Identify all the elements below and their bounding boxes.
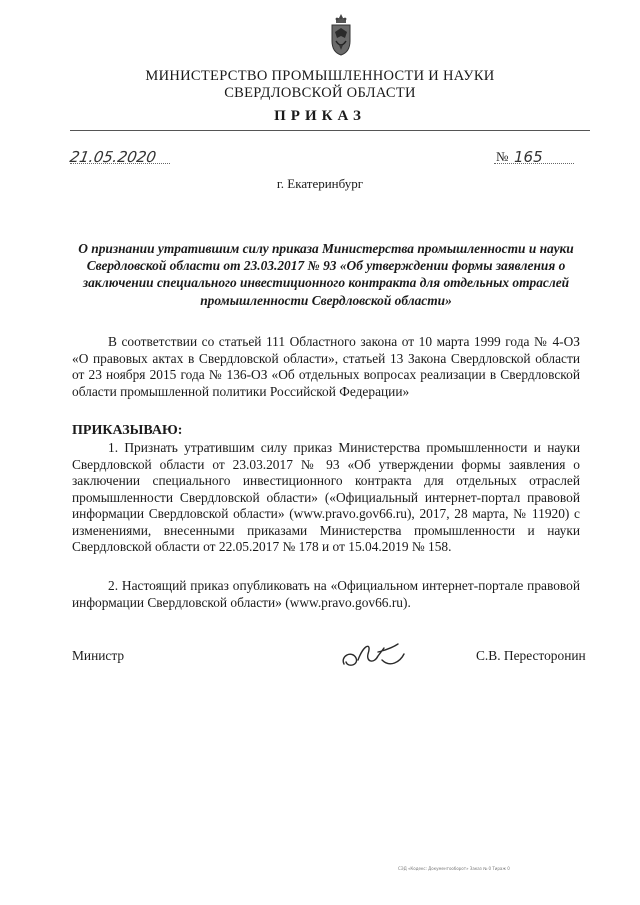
order-item-1: 1. Признать утратившим силу приказ Министерства промышленности и науки Свердловской области от 23.03.2017 № 93 «Об утверждении формы заявления о заключении специального инвестиционного контракта для отдельных отраслей промышленности Свердловской области» («Официальный интернет-портал правовой информации Свердловской области» (www.pravo.gov66.ru), 2017, 28 марта, № 11920) с изменениями, внесенными приказами Министерства промышленности и науки Свердловской области от 22.05.2017 № 178 и от 15.04.2019 № 158. [72,440,580,554]
document-date: 21.05.2020 [68,148,158,166]
ministry-name-line2: СВЕРДЛОВСКОЙ ОБЛАСТИ [224,85,416,101]
order-verb: ПРИКАЗЫВАЮ: [72,423,183,438]
order-item-2: 2. Настоящий приказ опубликовать на «Официальном интернет-портале правовой информации Свердловской области» (www.pravo.gov66.ru). [72,578,580,610]
city: г. Екатеринбург [276,176,364,191]
coat-of-arms-icon [330,14,352,56]
document-number: 165 [514,148,543,166]
preamble-paragraph: В соответствии со статьей 111 Областного закона от 10 марта 1999 года № 4-ОЗ «О правовых актах в Свердловской области», статьей 13 Закона Свердловской области от 23 ноября 2015 года № 136-ОЗ «Об отдельных вопросах реализации в Свердловской области промышленной политики Российской Федерации» [72,334,580,399]
signatory-title: Министр [72,648,125,663]
date-underline [70,163,170,164]
signatory-name: С.В. Пересторонин [476,648,586,663]
number-underline [494,163,574,164]
footer-stamp: СЭД «Кодекс: Документооборот» Заказ № 0 Тираж 0 [398,866,510,871]
number-sign: № [496,149,509,164]
header-divider [70,130,590,131]
document-title: О признании утратившим силу приказа Министерства промышленности и науки Свердловской области от 23.03.2017 № 93 «Об утверждении формы заявления о заключении специального инвестиционного контракта для отдельных отраслей промышленности Свердловской области» [78,241,574,308]
document-type: ПРИКАЗ [274,108,366,124]
ministry-name-line1: МИНИСТЕРСТВО ПРОМЫШЛЕННОСТИ И НАУКИ [145,68,495,84]
handwritten-signature-icon [338,638,414,674]
